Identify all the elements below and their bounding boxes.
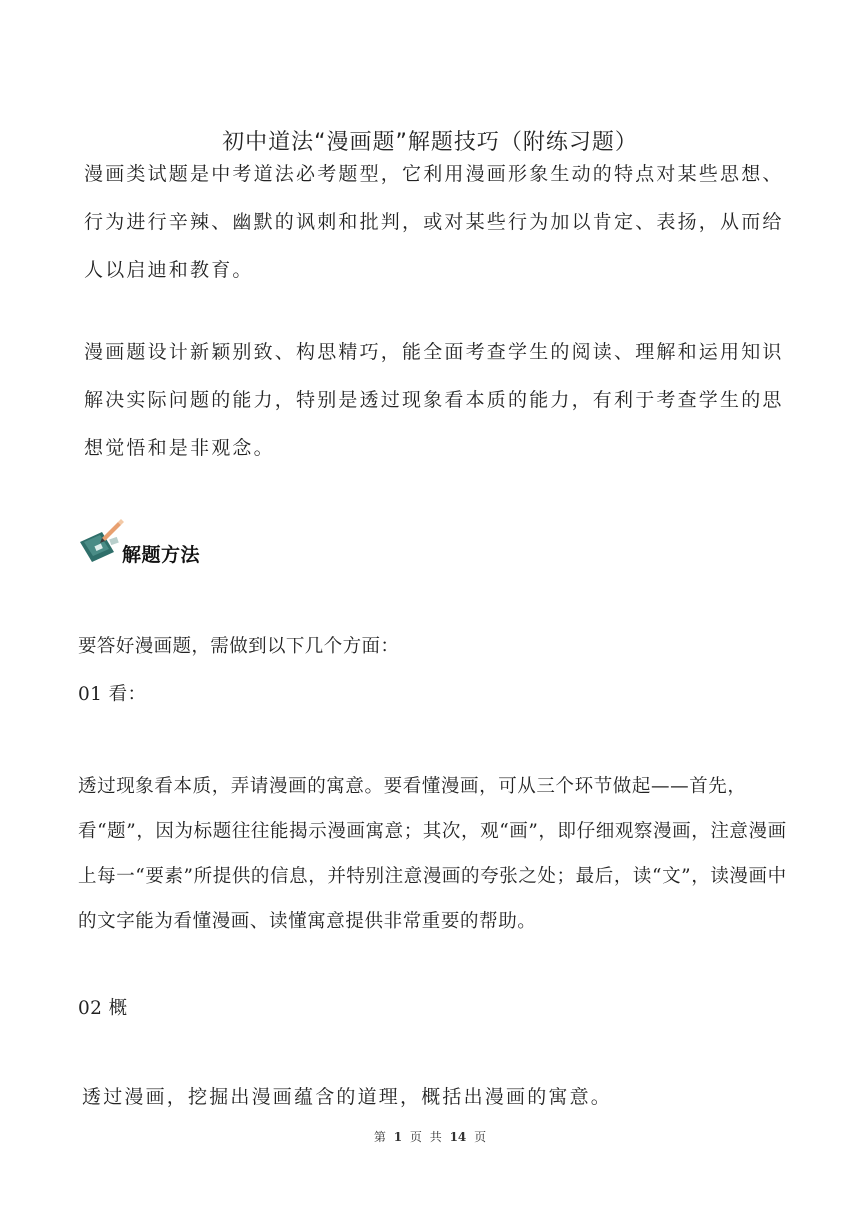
section-header xyxy=(78,518,378,568)
footer-prefix: 第 xyxy=(373,1130,386,1144)
footer-total-pages: 14 xyxy=(449,1130,467,1144)
section-title: 解题方法 xyxy=(122,544,201,566)
step-body: 透过现象看本质，弄请漫画的寓意。要看懂漫画，可从三个环节做起——首先，看“题”，因为标题往往能揭示漫画寓意；其次，观“画”，即仔细观察漫画，注意漫画上每一“要素”所提供的信息，并特别注意漫画的夸张之处；最后，读“文”，读漫画中的文字能为看懂漫画、读懂寓意提供非常重要的帮助。 xyxy=(78,776,787,932)
lead-text: 要答好漫画题，需做到以下几个方面： xyxy=(78,636,400,657)
step-body: 透过漫画，挖掘出漫画蕴含的道理，概括出漫画的寓意。 xyxy=(82,1086,613,1108)
document-title: 初中道法“漫画题”解题技巧（附练习题） xyxy=(222,129,638,155)
footer-suffix: 页 xyxy=(474,1130,487,1144)
page-footer xyxy=(0,1128,860,1145)
pencil-notebook-icon xyxy=(78,518,124,564)
intro-paragraph: 漫画类试题是中考道法必考题型，它利用漫画形象生动的特点对某些思想、行为进行辛辣、幽默的讽刺和批判，或对某些行为加以肯定、表扬，从而给人以启迪和教育。 xyxy=(84,163,784,281)
footer-middle: 页 共 xyxy=(409,1130,442,1144)
intro-paragraph: 漫画题设计新颖别致、构思精巧，能全面考查学生的阅读、理解和运用知识解决实际问题的能力，特别是透过现象看本质的能力，有利于考查学生的思想觉悟和是非观念。 xyxy=(84,341,784,459)
step-heading: 01 看： xyxy=(78,684,147,705)
footer-page-number: 1 xyxy=(393,1130,403,1144)
step-heading: 02 概 xyxy=(78,998,128,1019)
